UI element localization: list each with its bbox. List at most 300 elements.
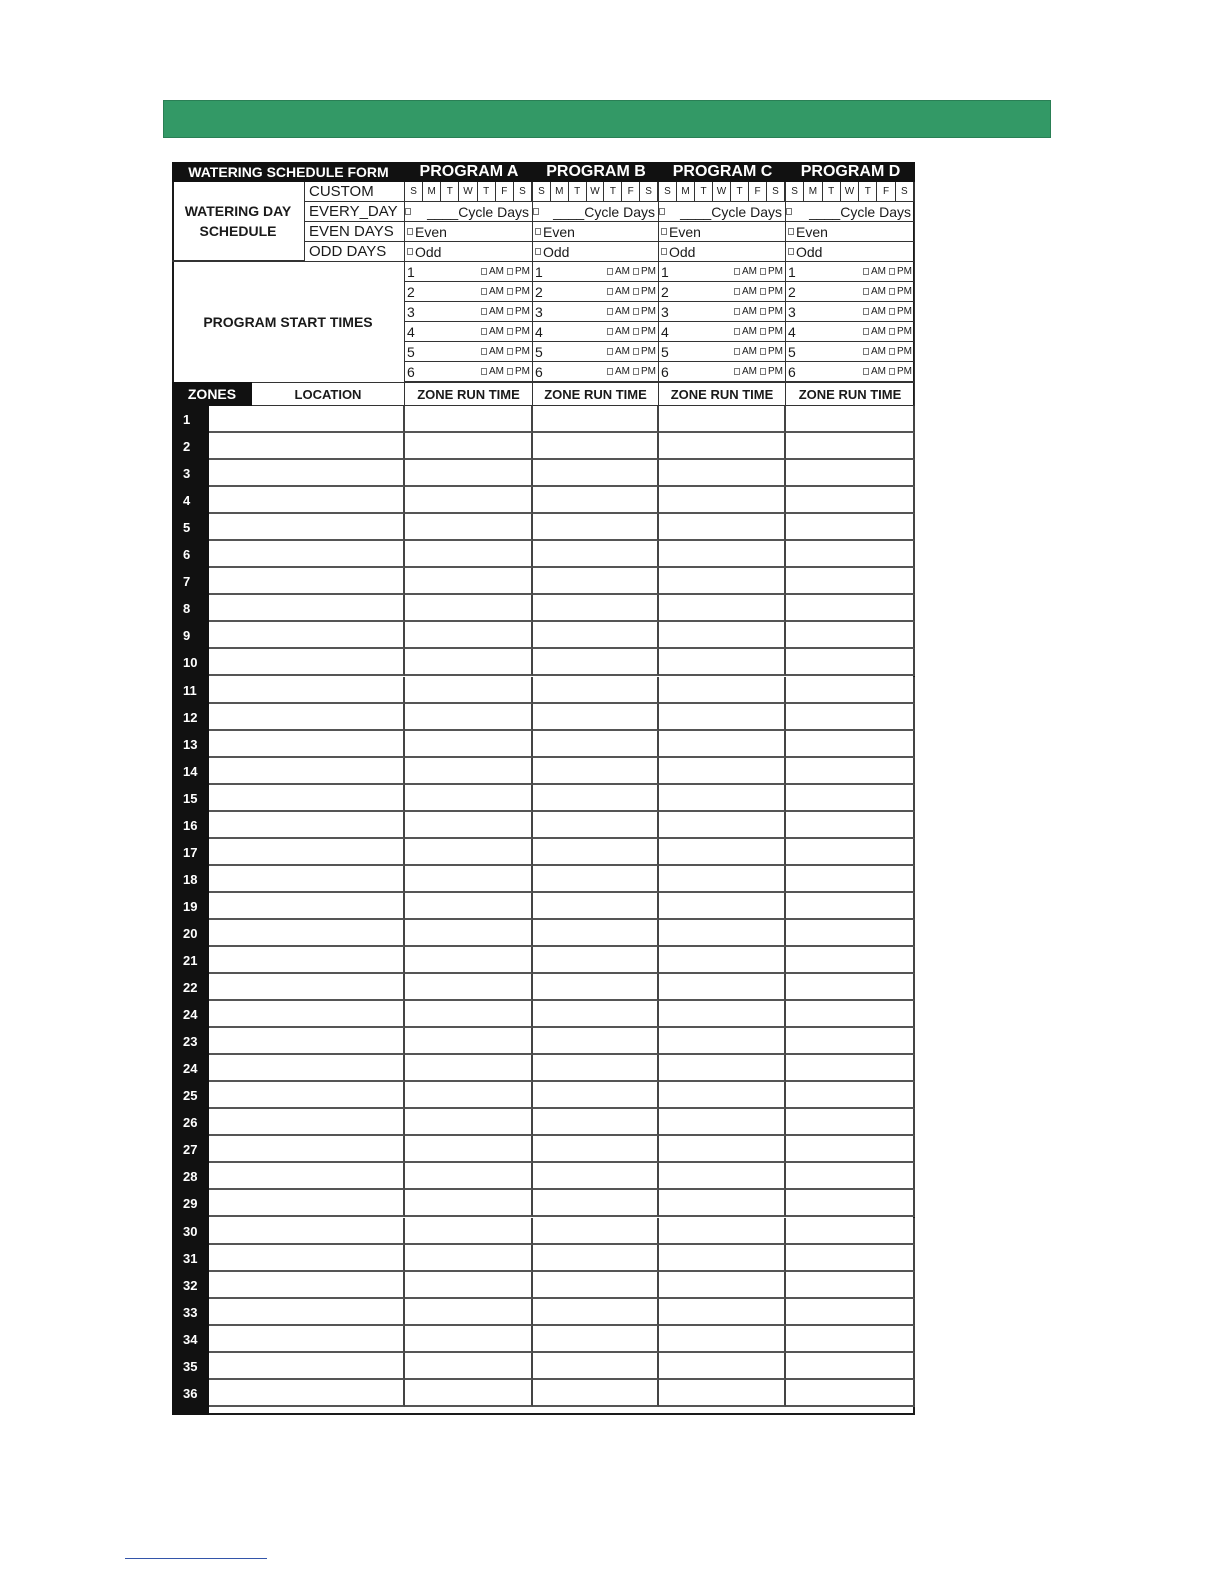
zone-run-time-cell[interactable] (405, 487, 533, 514)
zone-run-time-cell[interactable] (786, 1055, 915, 1082)
zone-run-time-cell[interactable] (659, 1028, 786, 1055)
checkbox-icon[interactable] (405, 208, 411, 215)
zone-run-time-cell[interactable] (659, 433, 786, 460)
zone-run-time-cell[interactable] (533, 541, 659, 568)
program-1-every-day-cell[interactable] (405, 202, 533, 222)
zone-run-time-cell[interactable] (405, 839, 533, 866)
day-box[interactable]: W (841, 182, 859, 201)
zone-run-time-cell[interactable] (786, 731, 915, 758)
zone-run-time-cell[interactable] (405, 1218, 533, 1245)
zone-run-time-cell[interactable] (786, 514, 915, 541)
zone-run-time-cell[interactable] (405, 947, 533, 974)
zone-run-time-cell[interactable] (786, 649, 915, 676)
zone-location-cell[interactable] (209, 541, 405, 568)
program-3-every-day-cell[interactable] (659, 202, 786, 222)
zone-run-time-cell[interactable] (533, 1326, 659, 1353)
program-4-every-day-cell[interactable] (786, 202, 915, 222)
zone-location-cell[interactable] (209, 1299, 405, 1326)
checkbox-icon[interactable] (407, 228, 413, 235)
zone-location-cell[interactable] (209, 1136, 405, 1163)
am-checkbox-icon[interactable] (607, 268, 613, 275)
checkbox-icon[interactable] (788, 248, 794, 255)
am-checkbox-icon[interactable] (481, 268, 487, 275)
program-2-start-time-1[interactable] (533, 262, 659, 282)
zone-run-time-cell[interactable] (786, 433, 915, 460)
zone-run-time-cell[interactable] (533, 649, 659, 676)
zone-run-time-cell[interactable] (533, 1272, 659, 1299)
zone-run-time-cell[interactable] (533, 1218, 659, 1245)
zone-run-time-cell[interactable] (405, 1082, 533, 1109)
zone-location-cell[interactable] (209, 568, 405, 595)
zone-run-time-cell[interactable] (659, 974, 786, 1001)
zone-run-time-cell[interactable] (533, 1299, 659, 1326)
program-1-start-time-2[interactable] (405, 282, 533, 302)
checkbox-icon[interactable] (661, 248, 667, 255)
zone-run-time-cell[interactable] (533, 839, 659, 866)
zone-run-time-cell[interactable] (786, 758, 915, 785)
zone-location-cell[interactable] (209, 1353, 405, 1380)
zone-run-time-cell[interactable] (405, 622, 533, 649)
zone-run-time-cell[interactable] (405, 677, 533, 704)
day-box[interactable]: M (804, 182, 822, 201)
program-4-custom-cell[interactable] (786, 182, 915, 202)
program-2-custom-cell[interactable] (533, 182, 659, 202)
day-box[interactable]: M (423, 182, 441, 201)
zone-run-time-cell[interactable] (405, 1190, 533, 1217)
pm-checkbox-icon[interactable] (760, 268, 766, 275)
zone-run-time-cell[interactable] (659, 649, 786, 676)
program-2-start-time-4[interactable] (533, 322, 659, 342)
program-4-start-time-4[interactable] (786, 322, 915, 342)
zone-run-time-cell[interactable] (659, 920, 786, 947)
zone-run-time-cell[interactable] (659, 812, 786, 839)
zone-run-time-cell[interactable] (786, 568, 915, 595)
zone-run-time-cell[interactable] (786, 1353, 915, 1380)
zone-run-time-cell[interactable] (533, 812, 659, 839)
checkbox-icon[interactable] (535, 248, 541, 255)
zone-run-time-cell[interactable] (533, 866, 659, 893)
zone-run-time-cell[interactable] (405, 1109, 533, 1136)
am-checkbox-icon[interactable] (734, 368, 740, 375)
zone-run-time-cell[interactable] (405, 1163, 533, 1190)
am-checkbox-icon[interactable] (863, 348, 869, 355)
zone-run-time-cell[interactable] (659, 1380, 786, 1407)
zone-run-time-cell[interactable] (405, 974, 533, 1001)
am-checkbox-icon[interactable] (607, 328, 613, 335)
am-checkbox-icon[interactable] (734, 268, 740, 275)
zone-run-time-cell[interactable] (659, 487, 786, 514)
checkbox-icon[interactable] (535, 228, 541, 235)
zone-run-time-cell[interactable] (659, 1190, 786, 1217)
zone-run-time-cell[interactable] (786, 1028, 915, 1055)
program-1-odd-days-cell[interactable] (405, 242, 533, 262)
zone-run-time-cell[interactable] (533, 1055, 659, 1082)
zone-run-time-cell[interactable] (786, 1082, 915, 1109)
day-box[interactable]: S (405, 182, 423, 201)
am-checkbox-icon[interactable] (863, 328, 869, 335)
zone-run-time-cell[interactable] (659, 893, 786, 920)
day-box[interactable]: S (786, 182, 804, 201)
am-checkbox-icon[interactable] (863, 268, 869, 275)
zone-run-time-cell[interactable] (405, 433, 533, 460)
zone-run-time-cell[interactable] (659, 1218, 786, 1245)
day-box[interactable]: S (659, 182, 677, 201)
day-box[interactable]: T (569, 182, 587, 201)
zone-run-time-cell[interactable] (533, 433, 659, 460)
day-box[interactable]: F (622, 182, 640, 201)
am-checkbox-icon[interactable] (481, 348, 487, 355)
zone-run-time-cell[interactable] (786, 406, 915, 433)
zone-location-cell[interactable] (209, 920, 405, 947)
pm-checkbox-icon[interactable] (760, 288, 766, 295)
program-3-start-time-1[interactable] (659, 262, 786, 282)
zone-location-cell[interactable] (209, 974, 405, 1001)
program-1-start-time-6[interactable] (405, 362, 533, 382)
program-3-start-time-5[interactable] (659, 342, 786, 362)
zone-run-time-cell[interactable] (405, 758, 533, 785)
checkbox-icon[interactable] (786, 208, 792, 215)
zone-run-time-cell[interactable] (786, 1245, 915, 1272)
day-box[interactable]: M (677, 182, 695, 201)
program-4-start-time-3[interactable] (786, 302, 915, 322)
program-2-start-time-3[interactable] (533, 302, 659, 322)
zone-run-time-cell[interactable] (659, 460, 786, 487)
zone-run-time-cell[interactable] (786, 1272, 915, 1299)
am-checkbox-icon[interactable] (863, 288, 869, 295)
zone-run-time-cell[interactable] (786, 1136, 915, 1163)
am-checkbox-icon[interactable] (481, 288, 487, 295)
pm-checkbox-icon[interactable] (507, 288, 513, 295)
checkbox-icon[interactable] (407, 248, 413, 255)
program-1-custom-cell[interactable] (405, 182, 533, 202)
checkbox-icon[interactable] (788, 228, 794, 235)
day-box[interactable]: M (551, 182, 569, 201)
day-box[interactable]: T (695, 182, 713, 201)
zone-location-cell[interactable] (209, 622, 405, 649)
zone-run-time-cell[interactable] (405, 1245, 533, 1272)
zone-run-time-cell[interactable] (533, 406, 659, 433)
day-box[interactable]: S (514, 182, 532, 201)
zone-run-time-cell[interactable] (533, 704, 659, 731)
program-3-start-time-4[interactable] (659, 322, 786, 342)
zone-run-time-cell[interactable] (786, 812, 915, 839)
checkbox-icon[interactable] (533, 208, 539, 215)
zone-run-time-cell[interactable] (533, 920, 659, 947)
zone-run-time-cell[interactable] (533, 514, 659, 541)
zone-run-time-cell[interactable] (659, 568, 786, 595)
zone-run-time-cell[interactable] (659, 514, 786, 541)
day-box[interactable]: T (823, 182, 841, 201)
pm-checkbox-icon[interactable] (633, 308, 639, 315)
zone-run-time-cell[interactable] (405, 406, 533, 433)
zone-location-cell[interactable] (209, 595, 405, 622)
zone-run-time-cell[interactable] (786, 947, 915, 974)
zone-run-time-cell[interactable] (533, 974, 659, 1001)
pm-checkbox-icon[interactable] (507, 308, 513, 315)
zone-run-time-cell[interactable] (405, 1028, 533, 1055)
zone-run-time-cell[interactable] (405, 595, 533, 622)
day-box[interactable]: T (441, 182, 459, 201)
zone-run-time-cell[interactable] (659, 622, 786, 649)
zone-run-time-cell[interactable] (533, 1136, 659, 1163)
zone-run-time-cell[interactable] (533, 731, 659, 758)
zone-run-time-cell[interactable] (786, 1163, 915, 1190)
program-1-start-time-4[interactable] (405, 322, 533, 342)
day-box[interactable]: T (859, 182, 877, 201)
day-box[interactable]: F (496, 182, 514, 201)
program-4-start-time-2[interactable] (786, 282, 915, 302)
program-1-start-time-5[interactable] (405, 342, 533, 362)
zone-run-time-cell[interactable] (405, 514, 533, 541)
zone-location-cell[interactable] (209, 649, 405, 676)
zone-run-time-cell[interactable] (405, 541, 533, 568)
program-1-start-time-1[interactable] (405, 262, 533, 282)
zone-run-time-cell[interactable] (533, 622, 659, 649)
zone-location-cell[interactable] (209, 1380, 405, 1407)
zone-location-cell[interactable] (209, 839, 405, 866)
zone-run-time-cell[interactable] (659, 1055, 786, 1082)
zone-run-time-cell[interactable] (786, 893, 915, 920)
zone-run-time-cell[interactable] (405, 1299, 533, 1326)
pm-checkbox-icon[interactable] (507, 368, 513, 375)
zone-run-time-cell[interactable] (659, 677, 786, 704)
zone-run-time-cell[interactable] (659, 1136, 786, 1163)
zone-location-cell[interactable] (209, 758, 405, 785)
zone-run-time-cell[interactable] (659, 595, 786, 622)
zone-location-cell[interactable] (209, 1272, 405, 1299)
program-3-start-time-3[interactable] (659, 302, 786, 322)
am-checkbox-icon[interactable] (607, 348, 613, 355)
zone-location-cell[interactable] (209, 731, 405, 758)
pm-checkbox-icon[interactable] (633, 288, 639, 295)
zone-run-time-cell[interactable] (533, 1190, 659, 1217)
zone-run-time-cell[interactable] (786, 785, 915, 812)
program-4-start-time-6[interactable] (786, 362, 915, 382)
zone-run-time-cell[interactable] (659, 1082, 786, 1109)
zone-run-time-cell[interactable] (405, 649, 533, 676)
zone-location-cell[interactable] (209, 1055, 405, 1082)
day-box[interactable]: S (640, 182, 658, 201)
zone-run-time-cell[interactable] (533, 1082, 659, 1109)
pm-checkbox-icon[interactable] (507, 328, 513, 335)
zone-run-time-cell[interactable] (786, 866, 915, 893)
zone-run-time-cell[interactable] (533, 1380, 659, 1407)
program-4-odd-days-cell[interactable] (786, 242, 915, 262)
zone-location-cell[interactable] (209, 893, 405, 920)
zone-run-time-cell[interactable] (533, 1028, 659, 1055)
pm-checkbox-icon[interactable] (633, 368, 639, 375)
program-1-start-time-3[interactable] (405, 302, 533, 322)
day-box[interactable]: T (478, 182, 496, 201)
zone-run-time-cell[interactable] (786, 622, 915, 649)
zone-run-time-cell[interactable] (405, 1380, 533, 1407)
zone-run-time-cell[interactable] (405, 460, 533, 487)
zone-run-time-cell[interactable] (786, 704, 915, 731)
zone-location-cell[interactable] (209, 812, 405, 839)
zone-run-time-cell[interactable] (533, 1353, 659, 1380)
zone-location-cell[interactable] (209, 406, 405, 433)
zone-run-time-cell[interactable] (533, 947, 659, 974)
pm-checkbox-icon[interactable] (760, 328, 766, 335)
zone-location-cell[interactable] (209, 1218, 405, 1245)
zone-location-cell[interactable] (209, 947, 405, 974)
zone-run-time-cell[interactable] (786, 677, 915, 704)
zone-location-cell[interactable] (209, 704, 405, 731)
checkbox-icon[interactable] (659, 208, 665, 215)
pm-checkbox-icon[interactable] (633, 328, 639, 335)
zone-run-time-cell[interactable] (405, 812, 533, 839)
am-checkbox-icon[interactable] (734, 308, 740, 315)
zone-run-time-cell[interactable] (786, 1299, 915, 1326)
pm-checkbox-icon[interactable] (760, 308, 766, 315)
am-checkbox-icon[interactable] (481, 308, 487, 315)
am-checkbox-icon[interactable] (863, 368, 869, 375)
am-checkbox-icon[interactable] (481, 368, 487, 375)
am-checkbox-icon[interactable] (607, 368, 613, 375)
zone-run-time-cell[interactable] (659, 704, 786, 731)
zone-run-time-cell[interactable] (786, 487, 915, 514)
zone-run-time-cell[interactable] (659, 947, 786, 974)
program-1-even-days-cell[interactable] (405, 222, 533, 242)
zone-run-time-cell[interactable] (659, 1001, 786, 1028)
zone-run-time-cell[interactable] (659, 866, 786, 893)
zone-location-cell[interactable] (209, 514, 405, 541)
zone-location-cell[interactable] (209, 460, 405, 487)
zone-run-time-cell[interactable] (405, 1272, 533, 1299)
zone-run-time-cell[interactable] (405, 731, 533, 758)
zone-location-cell[interactable] (209, 1245, 405, 1272)
day-box[interactable]: S (767, 182, 785, 201)
program-3-start-time-6[interactable] (659, 362, 786, 382)
program-3-odd-days-cell[interactable] (659, 242, 786, 262)
program-3-start-time-2[interactable] (659, 282, 786, 302)
zone-run-time-cell[interactable] (659, 1299, 786, 1326)
zone-run-time-cell[interactable] (786, 974, 915, 1001)
pm-checkbox-icon[interactable] (633, 348, 639, 355)
zone-run-time-cell[interactable] (405, 568, 533, 595)
zone-run-time-cell[interactable] (786, 541, 915, 568)
am-checkbox-icon[interactable] (481, 328, 487, 335)
zone-run-time-cell[interactable] (533, 785, 659, 812)
program-3-custom-cell[interactable] (659, 182, 786, 202)
zone-run-time-cell[interactable] (659, 1163, 786, 1190)
zone-run-time-cell[interactable] (659, 731, 786, 758)
zone-run-time-cell[interactable] (786, 1109, 915, 1136)
zone-location-cell[interactable] (209, 785, 405, 812)
zone-run-time-cell[interactable] (786, 1380, 915, 1407)
zone-run-time-cell[interactable] (533, 568, 659, 595)
pm-checkbox-icon[interactable] (507, 348, 513, 355)
am-checkbox-icon[interactable] (734, 328, 740, 335)
zone-run-time-cell[interactable] (405, 1001, 533, 1028)
zone-run-time-cell[interactable] (786, 595, 915, 622)
day-box[interactable]: W (459, 182, 477, 201)
zone-run-time-cell[interactable] (533, 893, 659, 920)
zone-run-time-cell[interactable] (533, 1163, 659, 1190)
zone-location-cell[interactable] (209, 1326, 405, 1353)
zone-run-time-cell[interactable] (533, 1109, 659, 1136)
pm-checkbox-icon[interactable] (889, 348, 895, 355)
pm-checkbox-icon[interactable] (889, 288, 895, 295)
pm-checkbox-icon[interactable] (889, 268, 895, 275)
pm-checkbox-icon[interactable] (889, 328, 895, 335)
zone-run-time-cell[interactable] (786, 460, 915, 487)
zone-run-time-cell[interactable] (533, 487, 659, 514)
zone-run-time-cell[interactable] (405, 1353, 533, 1380)
day-box[interactable]: W (587, 182, 605, 201)
zone-location-cell[interactable] (209, 1001, 405, 1028)
zone-run-time-cell[interactable] (533, 460, 659, 487)
zone-location-cell[interactable] (209, 677, 405, 704)
zone-run-time-cell[interactable] (786, 1326, 915, 1353)
program-2-even-days-cell[interactable] (533, 222, 659, 242)
day-box[interactable]: T (604, 182, 622, 201)
zone-run-time-cell[interactable] (405, 1136, 533, 1163)
zone-run-time-cell[interactable] (405, 1326, 533, 1353)
day-box[interactable]: W (713, 182, 731, 201)
program-4-even-days-cell[interactable] (786, 222, 915, 242)
zone-run-time-cell[interactable] (786, 1218, 915, 1245)
zone-location-cell[interactable] (209, 1163, 405, 1190)
zone-run-time-cell[interactable] (405, 1055, 533, 1082)
day-box[interactable]: F (749, 182, 767, 201)
pm-checkbox-icon[interactable] (507, 268, 513, 275)
zone-run-time-cell[interactable] (405, 785, 533, 812)
program-3-even-days-cell[interactable] (659, 222, 786, 242)
zone-run-time-cell[interactable] (786, 839, 915, 866)
zone-run-time-cell[interactable] (405, 893, 533, 920)
zone-run-time-cell[interactable] (659, 839, 786, 866)
zone-run-time-cell[interactable] (659, 1353, 786, 1380)
pm-checkbox-icon[interactable] (889, 308, 895, 315)
pm-checkbox-icon[interactable] (760, 348, 766, 355)
zone-run-time-cell[interactable] (786, 1190, 915, 1217)
day-box[interactable]: F (877, 182, 895, 201)
zone-location-cell[interactable] (209, 1190, 405, 1217)
zone-run-time-cell[interactable] (659, 406, 786, 433)
zone-location-cell[interactable] (209, 1082, 405, 1109)
zone-run-time-cell[interactable] (533, 677, 659, 704)
zone-run-time-cell[interactable] (533, 1245, 659, 1272)
zone-run-time-cell[interactable] (533, 595, 659, 622)
day-box[interactable]: S (533, 182, 551, 201)
zone-run-time-cell[interactable] (405, 866, 533, 893)
am-checkbox-icon[interactable] (607, 308, 613, 315)
program-4-start-time-1[interactable] (786, 262, 915, 282)
zone-run-time-cell[interactable] (405, 704, 533, 731)
am-checkbox-icon[interactable] (607, 288, 613, 295)
zone-location-cell[interactable] (209, 866, 405, 893)
program-2-odd-days-cell[interactable] (533, 242, 659, 262)
pm-checkbox-icon[interactable] (760, 368, 766, 375)
program-2-every-day-cell[interactable] (533, 202, 659, 222)
program-2-start-time-5[interactable] (533, 342, 659, 362)
program-2-start-time-6[interactable] (533, 362, 659, 382)
zone-run-time-cell[interactable] (659, 785, 786, 812)
day-box[interactable]: T (731, 182, 749, 201)
zone-run-time-cell[interactable] (786, 920, 915, 947)
zone-location-cell[interactable] (209, 1028, 405, 1055)
zone-run-time-cell[interactable] (659, 1326, 786, 1353)
pm-checkbox-icon[interactable] (633, 268, 639, 275)
day-box[interactable]: S (896, 182, 914, 201)
zone-location-cell[interactable] (209, 433, 405, 460)
am-checkbox-icon[interactable] (863, 308, 869, 315)
program-4-start-time-5[interactable] (786, 342, 915, 362)
pm-checkbox-icon[interactable] (889, 368, 895, 375)
am-checkbox-icon[interactable] (734, 288, 740, 295)
zone-run-time-cell[interactable] (659, 1272, 786, 1299)
